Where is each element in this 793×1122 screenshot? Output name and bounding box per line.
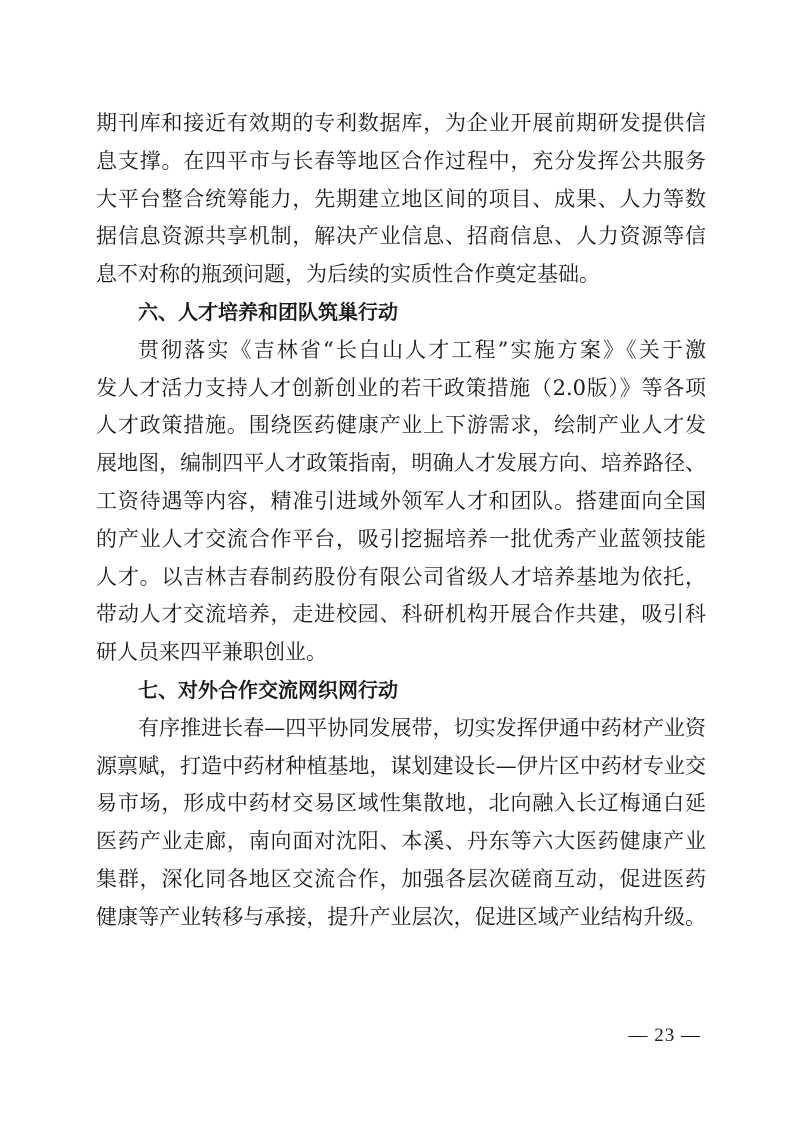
text-line: 息不对称的瓶颈问题，为后续的实质性合作奠定基础。: [96, 262, 600, 287]
text-line: 集群，深化同各地区交流合作，加强各层次磋商互动，促进医药: [96, 866, 706, 891]
text-line: 的产业人才交流合作平台，吸引挖掘培养一批优秀产业蓝领技能: [96, 526, 706, 551]
text-line: 期刊库和接近有效期的专利数据库，为企业开展前期研发提供信: [96, 111, 706, 135]
text-line: 易市场，形成中药材交易区域性集散地，北向融入长辽梅通白延: [96, 791, 706, 816]
text-line: 源禀赋，打造中药材种植基地，谋划建设长—伊片区中药材专业交: [96, 753, 706, 778]
text-line: 贯彻落实《吉林省“长白山人才工程”实施方案》《关于激: [138, 337, 706, 362]
text-line: 工资待遇等内容，精准引进域外领军人才和团队。搭建面向全国: [96, 488, 706, 513]
text-line: 人才政策措施。围绕医药健康产业上下游需求，绘制产业人才发: [96, 413, 706, 438]
text-line: 研人员来四平兼职创业。: [96, 640, 327, 665]
page-number: — 23 —: [628, 1025, 701, 1046]
text-line: 人才。以吉林吉春制药股份有限公司省级人才培养基地为依托，: [96, 564, 706, 589]
text-line: 带动人才交流培养，走进校园、科研机构开展合作共建，吸引科: [96, 602, 706, 627]
document-page: [96, 105, 706, 937]
text-line: 展地图，编制四平人才政策指南，明确人才发展方向、培养路径、: [96, 451, 706, 476]
text-line: 大平台整合统筹能力，先期建立地区间的项目、成果、人力等数: [96, 186, 706, 211]
text-line: 发人才活力支持人才创新创业的若干政策措施（2.0版）》等各项: [96, 375, 706, 400]
text-line: 据信息资源共享机制，解决产业信息、招商信息、人力资源等信: [96, 224, 706, 249]
text-line: 健康等产业转移与承接，提升产业层次，促进区域产业结构升级。: [96, 904, 706, 929]
text-line: 息支撑。在四平市与长春等地区合作过程中，充分发挥公共服务: [96, 148, 706, 173]
section-heading: 七、对外合作交流网织网行动: [138, 677, 398, 702]
section-heading: 六、人才培养和团队筑巢行动: [138, 299, 398, 324]
text-line: 有序推进长春—四平协同发展带，切实发挥伊通中药材产业资: [138, 715, 706, 740]
text-line: 医药产业走廊，南向面对沈阳、本溪、丹东等六大医药健康产业: [96, 829, 706, 854]
